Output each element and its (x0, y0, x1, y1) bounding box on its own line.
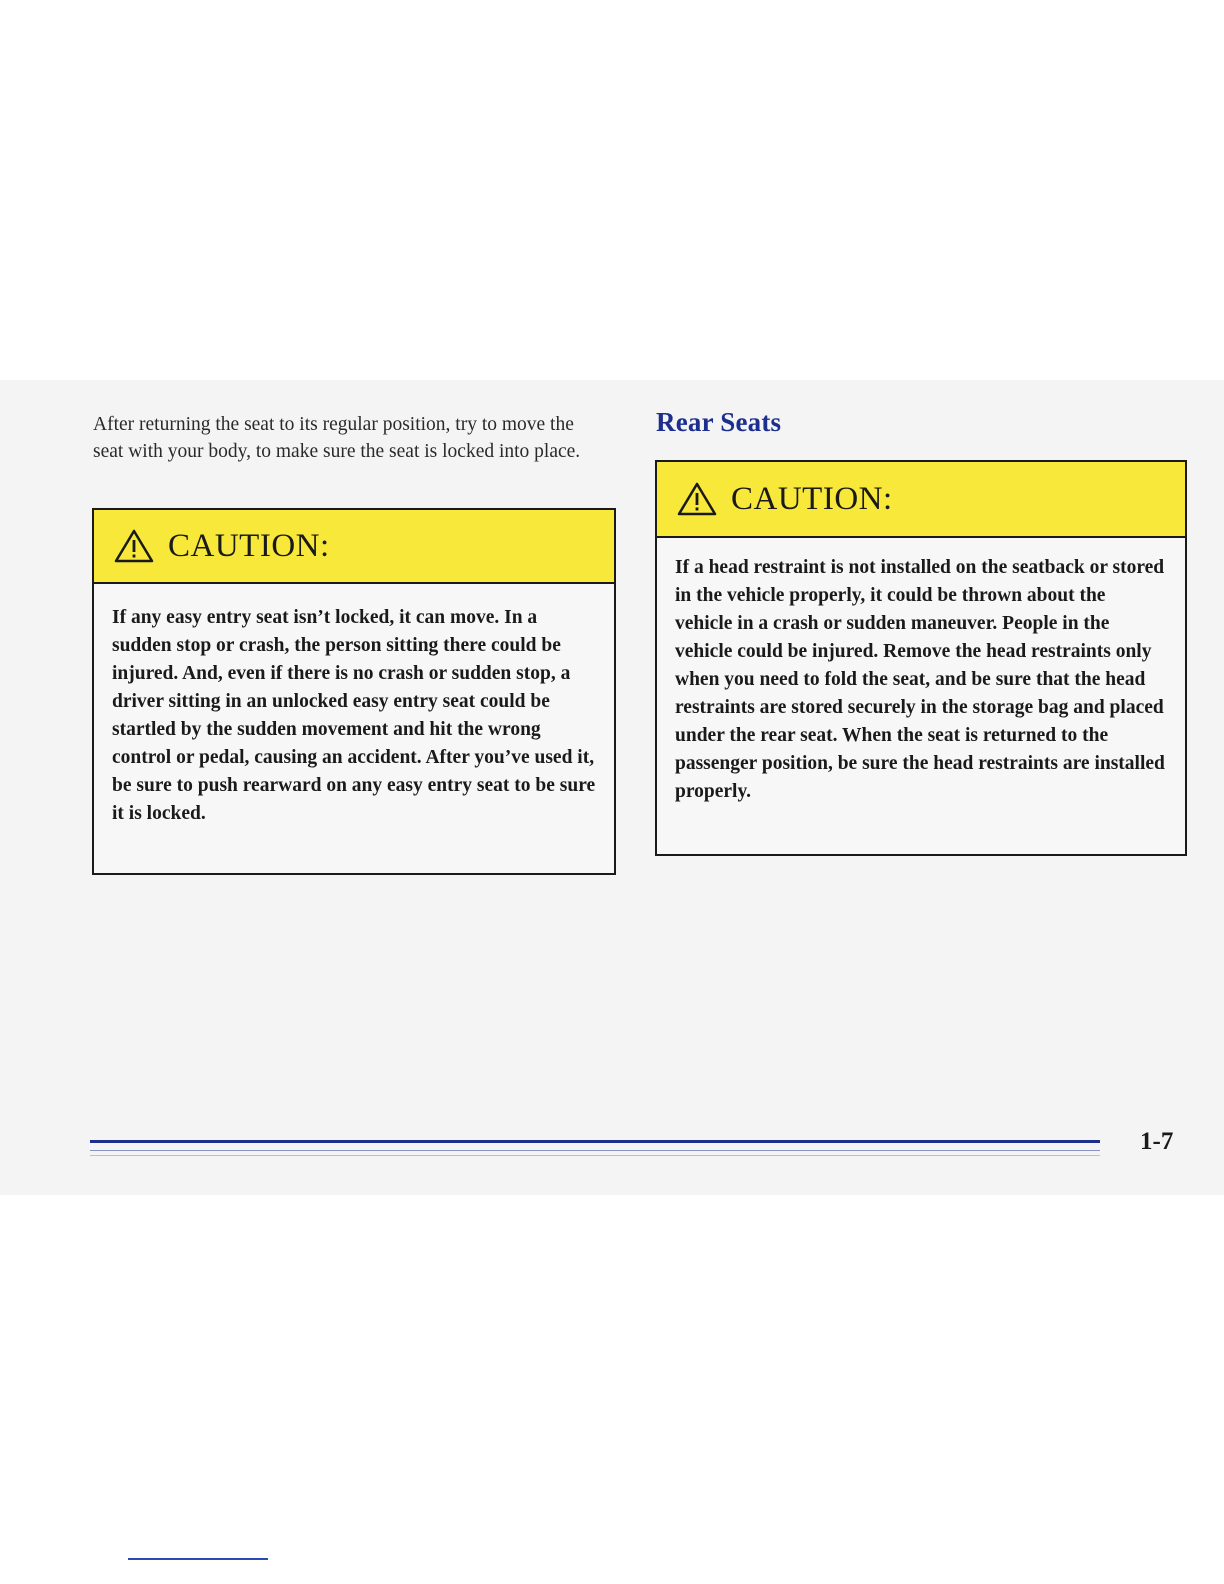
footer-rule-thin (90, 1150, 1100, 1151)
head-restraint-caution-box (655, 460, 1187, 856)
caution-label: CAUTION: (168, 527, 330, 564)
page-number: 1-7 (1140, 1128, 1174, 1155)
footer-rule-thin-secondary (90, 1155, 1100, 1156)
caution-header (657, 462, 1185, 538)
caution-header (94, 510, 614, 584)
footer-rule (90, 1140, 1100, 1143)
caution-label: CAUTION: (731, 480, 893, 517)
warning-triangle-icon (114, 528, 154, 564)
rear-seats-heading: Rear Seats (656, 407, 782, 437)
easy-entry-caution-box (92, 508, 616, 875)
footer-link-underline (128, 1558, 268, 1560)
caution-body-text: If any easy entry seat isn’t locked, it can move. In a sudden stop or crash, the person sitting there could be injured. And, even if there is no crash or sudden stop, a driver sitting in an unlocked easy entry seat could be startled by the sudden movement and hit the wrong control or pedal, causing an accident. After you’ve used it, be sure to push rearward on any easy entry seat to be sure it is locked. (112, 607, 596, 824)
caution-body-text: If a head restraint is not installed on the seatback or stored in the vehicle properly, it could be thrown about the vehicle in a crash or sudden maneuver. People in the vehicle could be injured. Remove the head restraints only when you need to fold the seat, and be sure that the head restraints are stored securely in the storage bag and placed under the rear seat. When the seat is returned to the passenger position, be sure the head restraints are installed properly. (675, 557, 1165, 802)
warning-triangle-icon (677, 481, 717, 517)
intro-paragraph: After returning the seat to its regular position, try to move the seat with your body, to make sure the seat is locked into place. (93, 414, 581, 462)
